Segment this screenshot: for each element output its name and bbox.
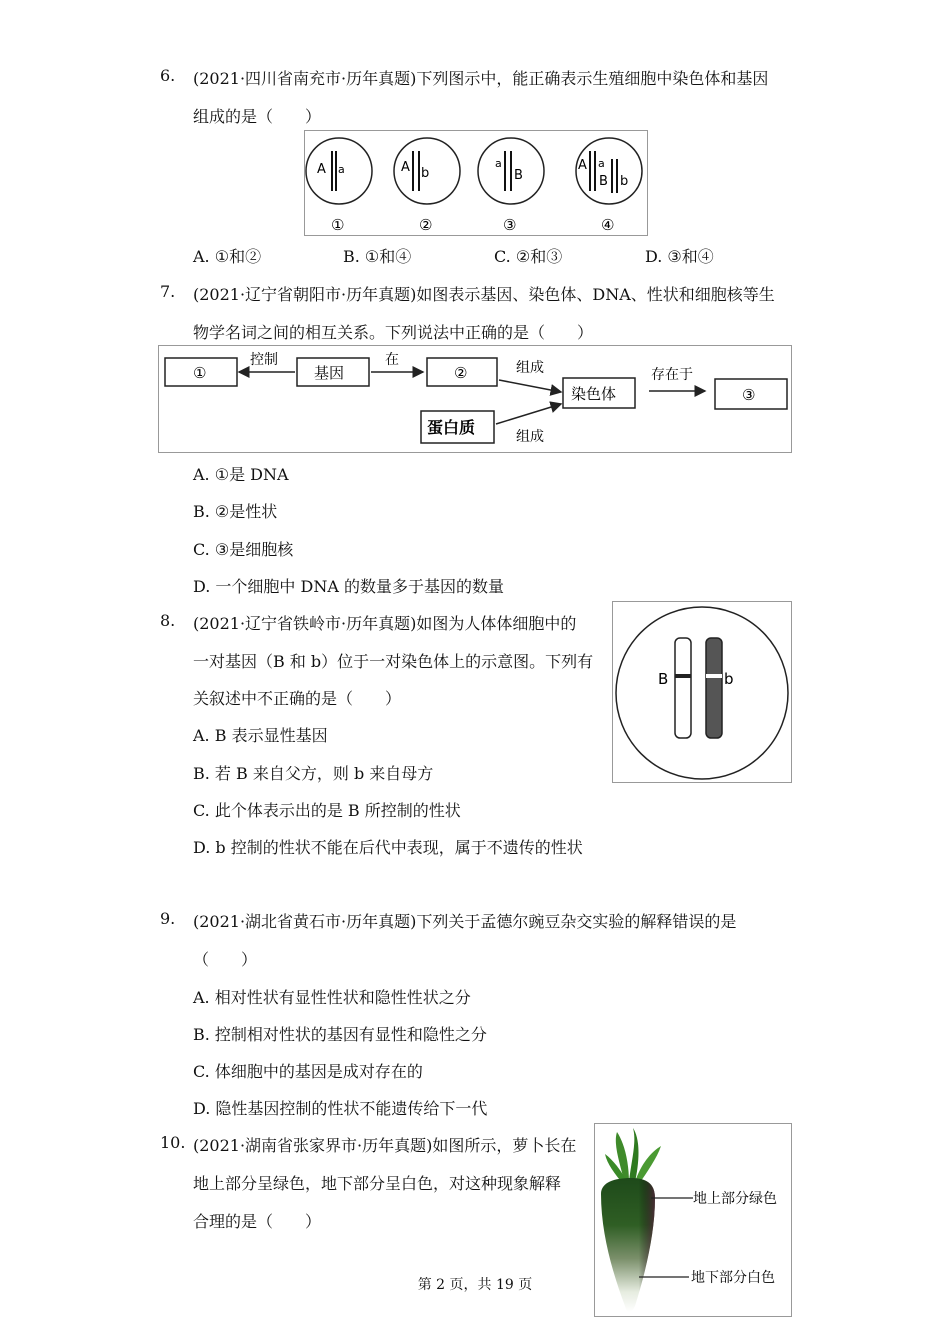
cell-1-gene-2: a <box>338 163 345 176</box>
question-6-stem-line2: 组成的是（ ） <box>193 107 322 126</box>
cell-2-label: ② <box>419 216 433 234</box>
q8-option-c[interactable]: C. 此个体表示出的是 B 所控制的性状 <box>193 801 461 820</box>
question-8-figure <box>612 601 792 783</box>
cell-3-gene-1: a <box>495 157 502 170</box>
question-9-number: 9. <box>160 909 176 928</box>
cell-3-gene-2: B <box>514 168 523 183</box>
box-1-label: ① <box>193 364 207 382</box>
question-7-stem-line2: 物学名词之间的相互关系。下列说法中正确的是（ ） <box>193 323 594 342</box>
box-2-label: ② <box>454 364 468 382</box>
cell-2-gene-2: b <box>421 166 430 181</box>
box-3-label: ③ <box>742 386 756 404</box>
q8-option-a[interactable]: A. B 表示显性基因 <box>193 726 328 745</box>
arrow-in-label: 在 <box>385 352 399 368</box>
cell-4-gene-1: A <box>578 158 587 173</box>
question-10-stem-line2: 地上部分呈绿色，地下部分呈白色，对这种现象解释 <box>193 1174 562 1193</box>
question-7-figure <box>158 345 792 453</box>
cell-4 <box>576 138 642 234</box>
arrow-compose-1-label: 组成 <box>516 360 544 376</box>
q6-option-d[interactable]: D. ③和④ <box>645 247 714 266</box>
q9-option-c[interactable]: C. 体细胞中的基因是成对存在的 <box>193 1062 423 1081</box>
q7-option-c[interactable]: C. ③是细胞核 <box>193 540 294 559</box>
question-6-stem-line1: (2021·四川省南充市·历年真题)下列图示中，能正确表示生殖细胞中染色体和基因 <box>193 69 769 88</box>
q7-option-b[interactable]: B. ②是性状 <box>193 502 278 521</box>
q8-option-d[interactable]: D. b 控制的性状不能在后代中表现，属于不遗传的性状 <box>193 838 583 857</box>
box-protein-label: 蛋白质 <box>427 418 476 437</box>
arrow-exist-label: 存在于 <box>651 367 693 383</box>
question-10-number: 10. <box>160 1133 186 1152</box>
gene-label-b-lower: b <box>724 670 734 688</box>
label-below-ground: 地下部分白色 <box>691 1270 775 1286</box>
q7-option-d[interactable]: D. 一个细胞中 DNA 的数量多于基因的数量 <box>193 577 504 596</box>
cell-4-gene-2: a <box>598 157 605 170</box>
q9-option-b[interactable]: B. 控制相对性状的基因有显性和隐性之分 <box>193 1025 487 1044</box>
cell-4-gene-4: b <box>620 174 629 189</box>
question-6-figure <box>304 130 648 236</box>
q6-option-a[interactable]: A. ①和② <box>193 247 262 266</box>
cell-2-gene-1: A <box>401 160 410 175</box>
question-8-stem-line3: 关叙述中不正确的是（ ） <box>193 689 402 708</box>
question-9-stem-line2: （ ） <box>193 950 258 969</box>
question-6-number: 6. <box>160 66 176 85</box>
gene-label-b-upper: B <box>658 670 669 688</box>
cell-4-gene-3: B <box>599 174 608 189</box>
cell-1 <box>306 138 372 234</box>
arrow-compose-2-label: 组成 <box>516 429 544 445</box>
cell-3-label: ③ <box>503 216 517 234</box>
q7-option-a[interactable]: A. ①是 DNA <box>193 465 289 484</box>
question-7-stem-line1: (2021·辽宁省朝阳市·历年真题)如图表示基因、染色体、DNA、性状和细胞核等生 <box>193 285 775 304</box>
question-7-number: 7. <box>160 282 176 301</box>
concept-map <box>159 346 791 452</box>
question-8-stem-line2: 一对基因（B 和 b）位于一对染色体上的示意图。下列有 <box>193 652 594 671</box>
box-gene-label: 基因 <box>314 364 345 382</box>
label-above-ground: 地上部分绿色 <box>693 1191 777 1207</box>
radish-leaves <box>605 1128 661 1184</box>
arrow-control-label: 控制 <box>250 352 278 368</box>
cell-1-label: ① <box>331 216 345 234</box>
q6-option-c[interactable]: C. ②和③ <box>494 247 563 266</box>
question-8-stem-line1: (2021·辽宁省铁岭市·历年真题)如图为人体体细胞中的 <box>193 614 577 633</box>
q8-option-b[interactable]: B. 若 B 来自父方，则 b 来自母方 <box>193 764 434 783</box>
cell-3 <box>478 138 544 234</box>
chromosome-right <box>706 638 722 738</box>
cell-2 <box>394 138 460 234</box>
q9-option-a[interactable]: A. 相对性状有显性性状和隐性性状之分 <box>193 988 471 1007</box>
page-footer: 第 2 页，共 19 页 <box>417 1277 533 1293</box>
question-8-number: 8. <box>160 611 176 630</box>
arrow-compose-2 <box>496 404 561 424</box>
q9-option-d[interactable]: D. 隐性基因控制的性状不能遗传给下一代 <box>193 1099 488 1118</box>
chromosome-left <box>675 638 691 738</box>
cell-1-gene-1: A <box>317 162 326 177</box>
question-9-stem-line1: (2021·湖北省黄石市·历年真题)下列关于孟德尔豌豆杂交实验的解释错误的是 <box>193 912 737 931</box>
question-10-stem-line1: (2021·湖南省张家界市·历年真题)如图所示，萝卜长在 <box>193 1136 577 1155</box>
box-chromosome-label: 染色体 <box>571 385 617 403</box>
chromosome-pair-diagram <box>613 602 791 782</box>
question-10-stem-line3: 合理的是（ ） <box>193 1212 322 1231</box>
cell-4-label: ④ <box>601 216 615 234</box>
arrow-compose-1 <box>499 380 561 392</box>
q6-option-b[interactable]: B. ①和④ <box>343 247 412 266</box>
cell-diagram <box>305 131 647 235</box>
